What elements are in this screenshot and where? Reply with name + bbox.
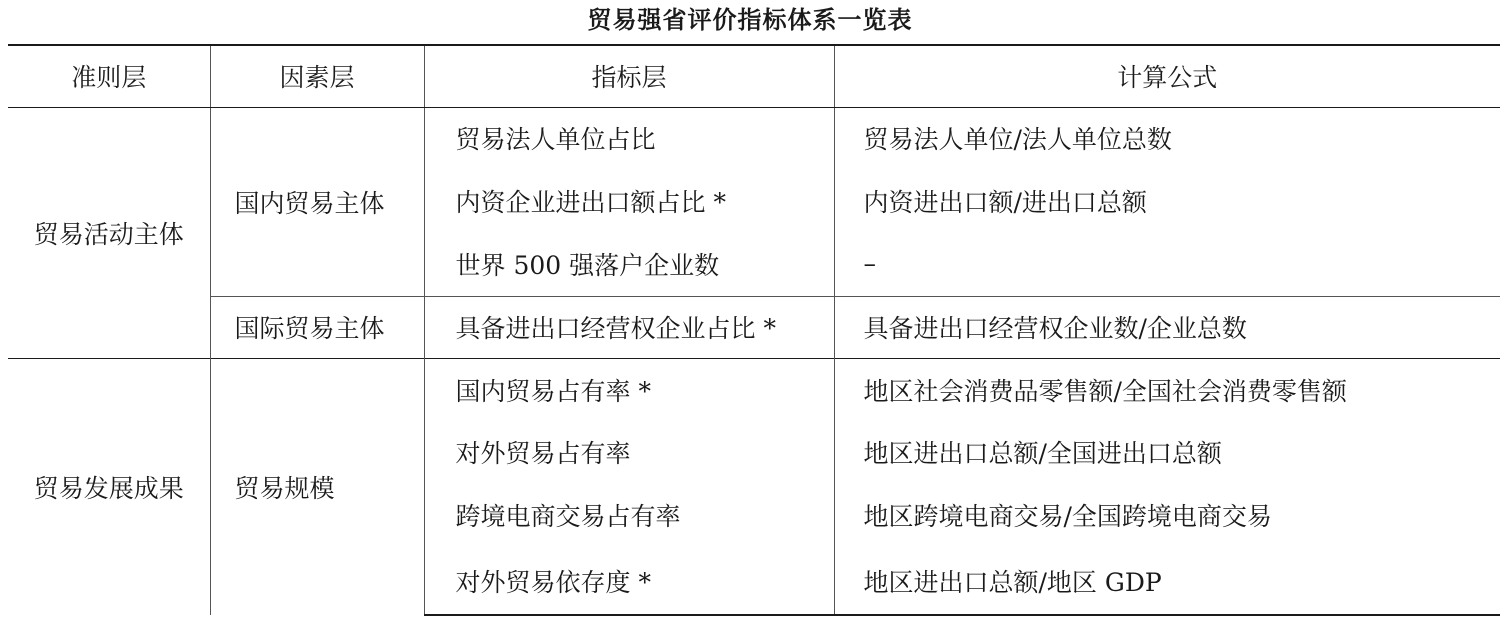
factor-cell: 贸易规模 [210,358,424,615]
indicator-cell: 贸易法人单位占比 [424,107,834,169]
table-row [8,296,1500,358]
indicator-cell: 跨境电商交易占有率 [424,483,834,547]
table-row [8,107,1500,169]
formula-cell: 地区进出口总额/全国进出口总额 [834,421,1500,483]
formula-cell: 具备进出口经营权企业数/企业总数 [834,296,1500,358]
header-indicator: 指标层 [424,45,834,107]
criteria-cell: 贸易活动主体 [8,107,210,358]
indicator-cell: 内资企业进出口额占比 * [424,169,834,232]
criteria-cell: 贸易发展成果 [8,358,210,615]
formula-cell: 地区跨境电商交易/全国跨境电商交易 [834,483,1500,547]
indicator-cell: 世界 500 强落户企业数 [424,232,834,296]
table-row [8,358,1500,421]
indicator-cell: 具备进出口经营权企业占比 * [424,296,834,358]
indicator-cell: 对外贸易占有率 [424,421,834,483]
indicator-table [8,44,1500,616]
indicator-cell: 国内贸易占有率 * [424,358,834,421]
formula-cell: 地区进出口总额/地区 GDP [834,547,1500,615]
header-formula: 计算公式 [834,45,1500,107]
factor-cell: 国内贸易主体 [210,107,424,296]
table-title: 贸易强省评价指标体系一览表 [587,6,913,34]
header-row [8,45,1500,107]
formula-cell: 地区社会消费品零售额/全国社会消费零售额 [834,358,1500,421]
header-criteria: 准则层 [8,45,210,107]
indicator-cell: 对外贸易依存度 * [424,547,834,615]
formula-cell: – [834,232,1500,296]
formula-cell: 贸易法人单位/法人单位总数 [834,107,1500,169]
formula-cell: 内资进出口额/进出口总额 [834,169,1500,232]
header-factor: 因素层 [210,45,424,107]
factor-cell: 国际贸易主体 [210,296,424,358]
